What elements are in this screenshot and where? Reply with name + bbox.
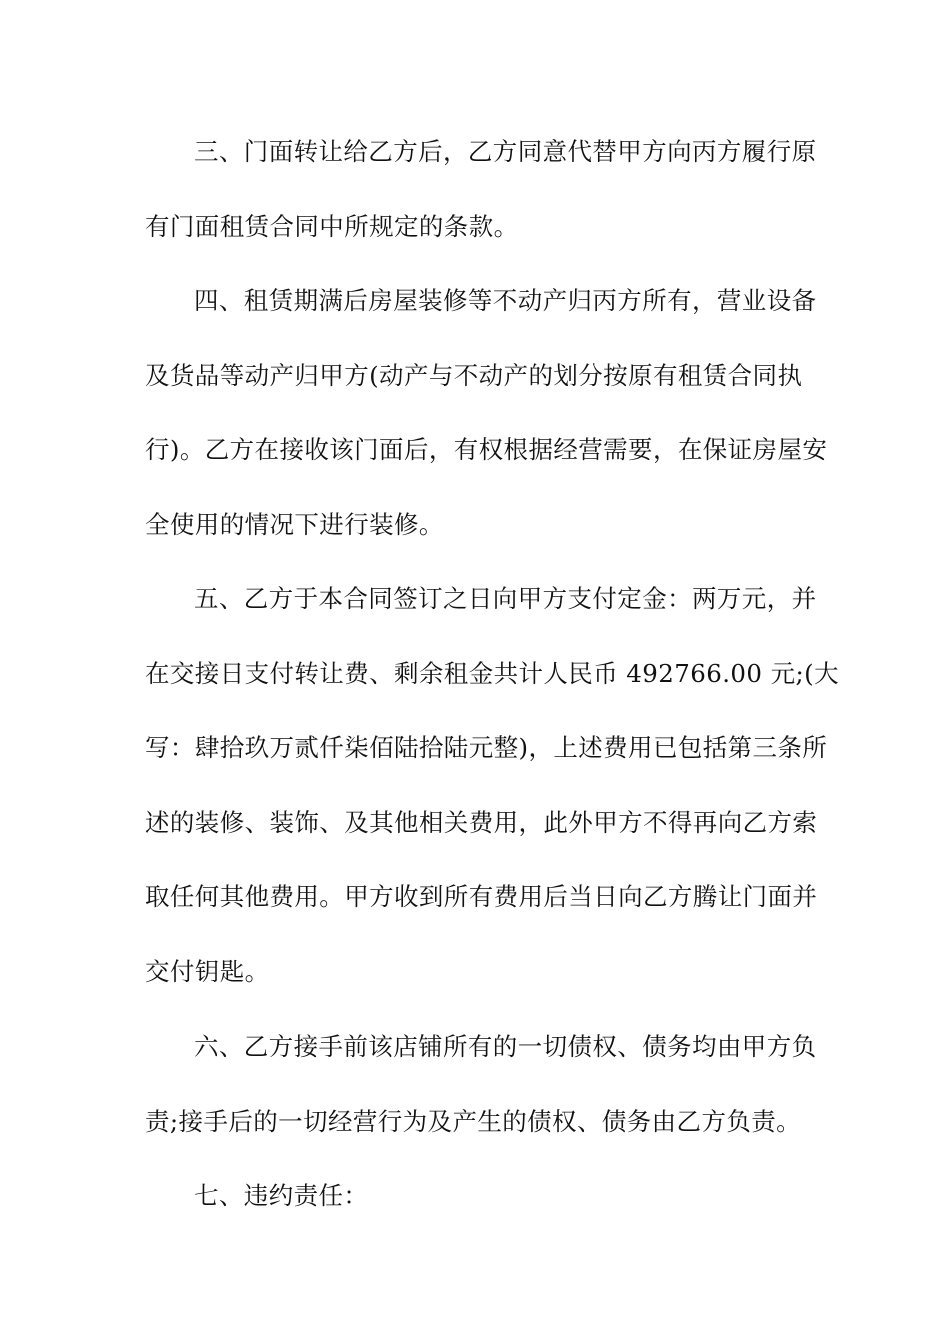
paragraph-line: 六、乙方接手前该店铺所有的一切债权、债务均由甲方负	[194, 1032, 817, 1061]
paragraph-line: 取任何其他费用。甲方收到所有费用后当日向乙方腾让门面并	[145, 882, 818, 911]
clause-seven-heading	[145, 1159, 810, 1234]
paragraph-line: 全使用的情况下进行装修。	[145, 509, 444, 539]
clause-three-paragraph	[145, 115, 817, 264]
paragraph-line: 行)。乙方在接收该门面后，有权根据经营需要，在保证房屋安	[145, 435, 828, 464]
clause-five-paragraph	[145, 562, 839, 1009]
paragraph-line: 责;接手后的一切经营行为及产生的债权、债务由乙方负责。	[145, 1106, 802, 1136]
clause-four-paragraph	[145, 264, 828, 562]
paragraph-line: 交付钥匙。	[145, 956, 270, 986]
paragraph-line: 四、租赁期满后房屋装修等不动产归丙方所有，营业设备	[194, 286, 817, 315]
paragraph-line: 在交接日支付转让费、剩余租金共计人民币 492766.00 元;(大	[145, 658, 839, 688]
clause-six-paragraph	[145, 1010, 817, 1159]
paragraph-line: 述的装修、装饰、及其他相关费用，此外甲方不得再向乙方索	[145, 807, 818, 837]
paragraph-line: 五、乙方于本合同签订之日向甲方支付定金：两万元，并	[194, 584, 817, 613]
paragraph-line: 有门面租赁合同中所规定的条款。	[145, 211, 519, 241]
paragraph-line: 及货品等动产归甲方(动产与不动产的划分按原有租赁合同执	[145, 360, 803, 390]
paragraph-line: 写：肆拾玖万贰仟柒佰陆拾陆元整)，上述费用已包括第三条所	[145, 733, 828, 762]
paragraph-line: 三、门面转让给乙方后，乙方同意代替甲方向丙方履行原	[194, 137, 817, 166]
paragraph-line: 七、违约责任：	[194, 1181, 369, 1210]
